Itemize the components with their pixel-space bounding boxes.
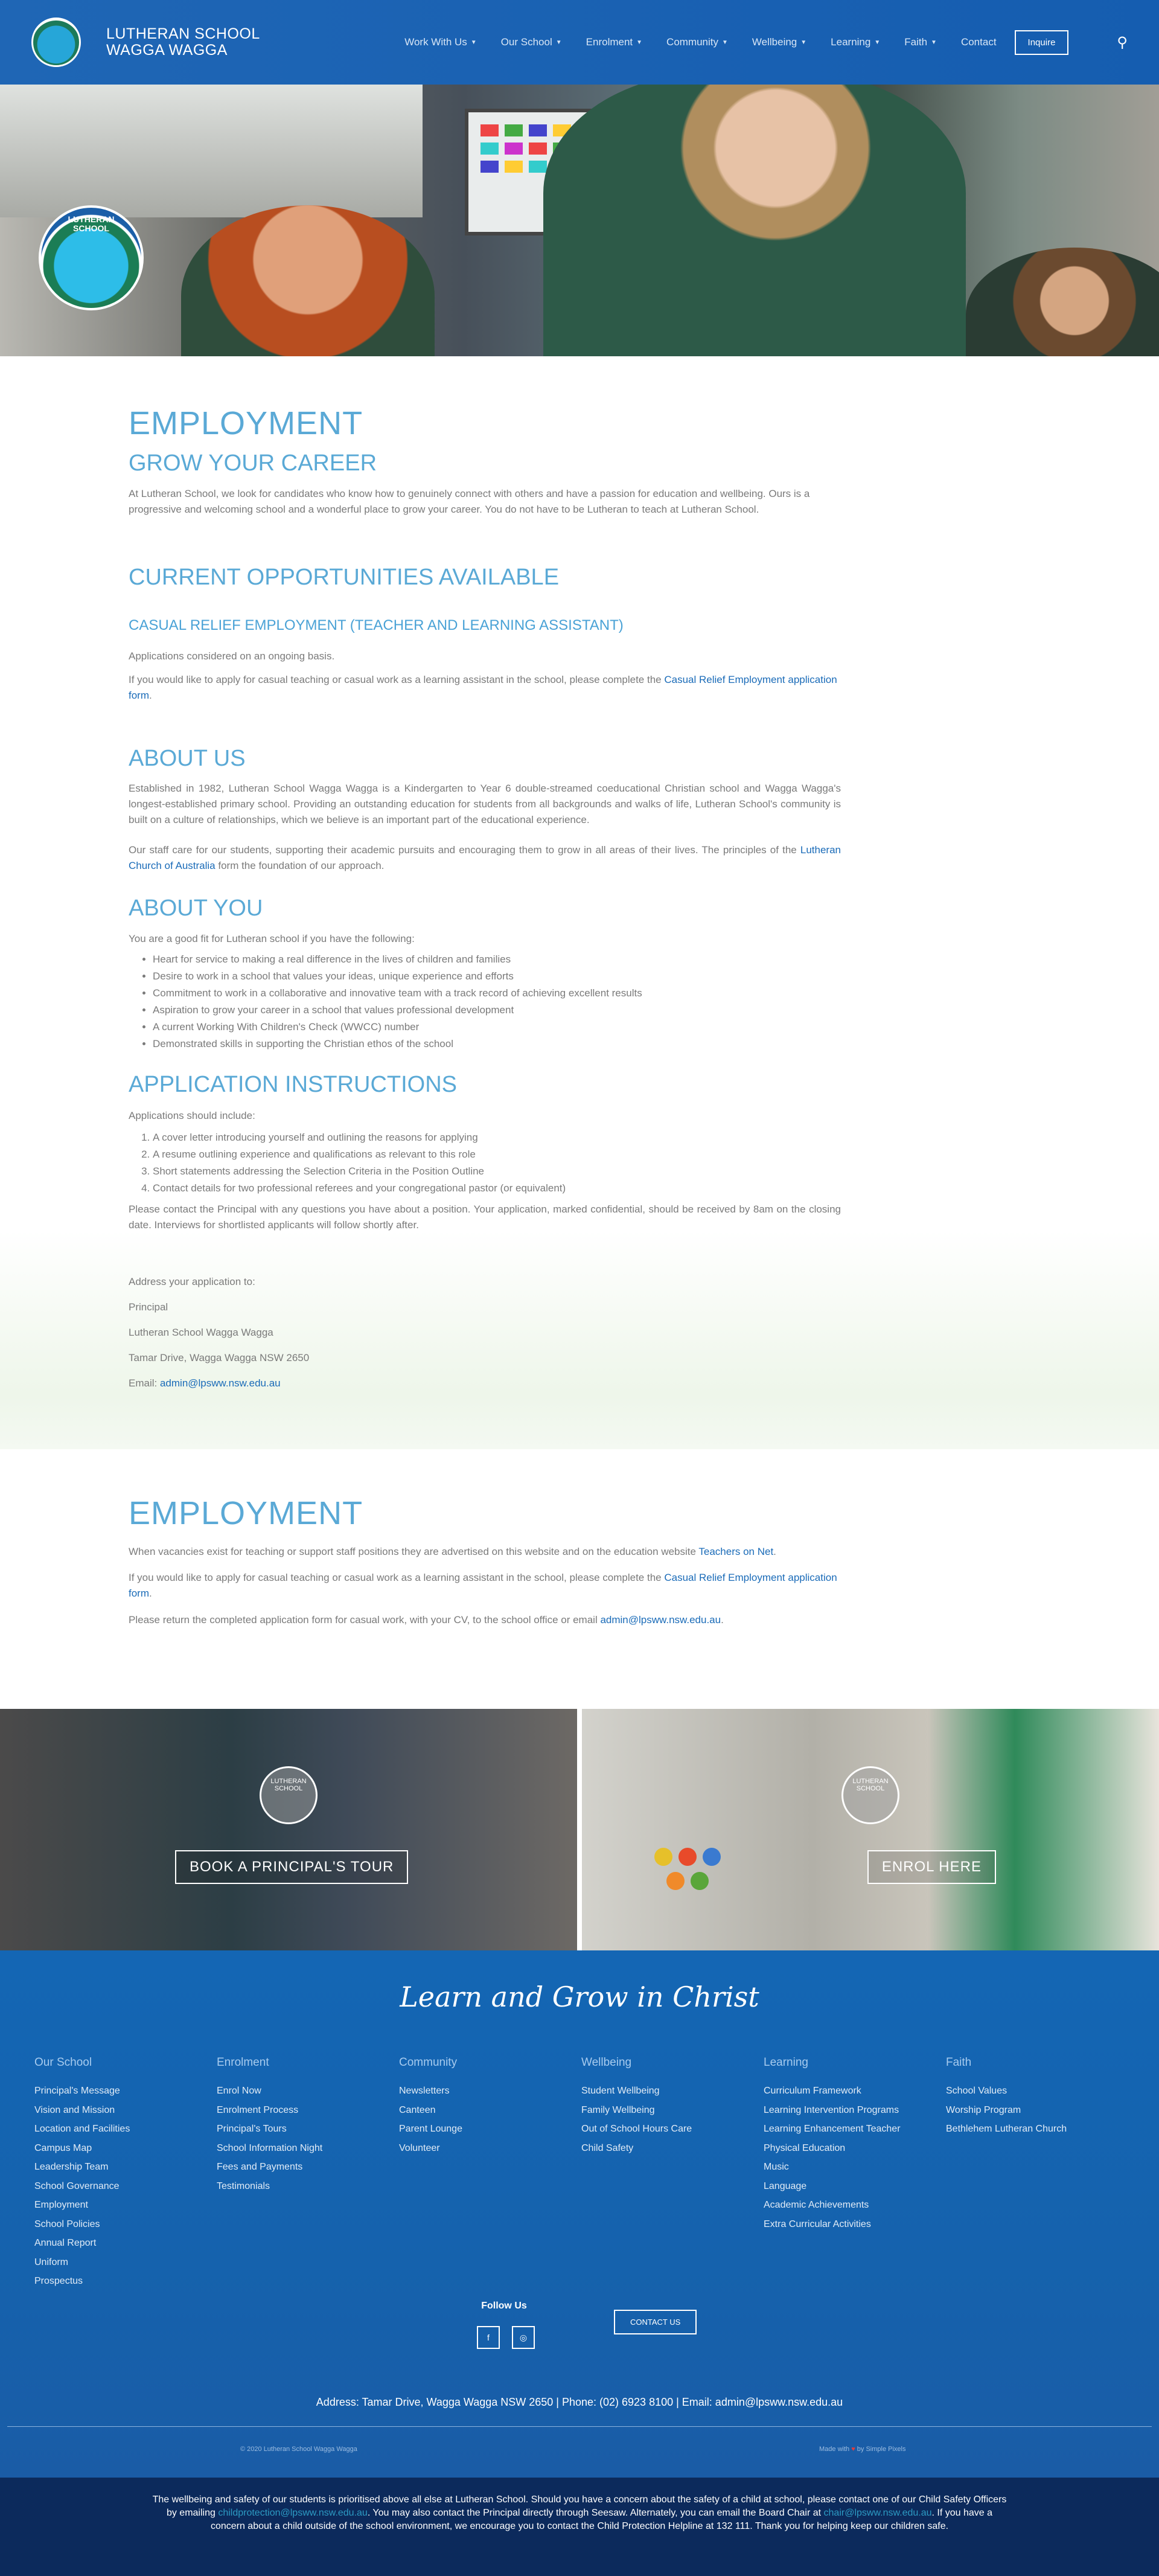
about-you-list-item: • Aspiration to grow your career in a school that values professional development: [153, 1002, 841, 1019]
about-you-list-item: • A current Working With Children's Check (WWCC) number: [153, 1019, 841, 1036]
employment-title-2: EMPLOYMENT: [129, 1495, 363, 1531]
footer-link-list: [399, 2081, 581, 2158]
vacancies-text-post: .: [773, 1546, 776, 1557]
site-footer: [0, 1950, 1159, 2478]
footer-link[interactable]: Employment: [34, 2200, 88, 2210]
return-form-text-post: .: [721, 1614, 724, 1626]
nav-item-label: Wellbeing: [752, 36, 797, 48]
made-with-credit[interactable]: [819, 2446, 906, 2453]
inquire-button[interactable]: Inquire: [1015, 30, 1069, 55]
instagram-icon[interactable]: ◎: [512, 2326, 535, 2349]
lutheran-church-link[interactable]: Lutheran Church of Australia: [129, 844, 841, 871]
hero-student-figure: [181, 205, 435, 356]
nav-item-label: Enrolment: [586, 36, 633, 48]
chevron-down-icon: ▼: [800, 39, 807, 46]
logo-line1: LUTHERAN SCHOOL: [106, 25, 260, 42]
email-label: Email:: [129, 1377, 160, 1389]
safety-text-1: The wellbeing and safety of our students is prioritised above all else at Lutheran School. Should you have a concern about the safety of a child at school, please contact one of our Child Safety Officers by emailing: [152, 2494, 1007, 2518]
casual-relief-heading: CASUAL RELIEF EMPLOYMENT (TEACHER AND LEARNING ASSISTANT): [129, 617, 624, 633]
about-us-text-2-pre: Our staff care for our students, supporting their academic pursuits and encouraging them to grow in all areas of their lives. The principles of the: [129, 844, 800, 856]
footer-link[interactable]: Physical Education: [764, 2142, 846, 2153]
footer-column-heading[interactable]: Enrolment: [217, 2056, 269, 2069]
footer-link[interactable]: Vision and Mission: [34, 2104, 115, 2115]
principal-tour-panel[interactable]: [0, 1709, 577, 1950]
facebook-icon[interactable]: f: [477, 2326, 500, 2349]
about-you-list-item: • Demonstrated skills in supporting the Christian ethos of the school: [153, 1036, 841, 1053]
child-safety-text: [151, 2493, 1008, 2576]
address-intro: Address your application to:: [129, 1276, 255, 1287]
vacancies-text-pre: When vacancies exist for teaching or support staff positions they are advertised on this website and on the education website: [129, 1546, 699, 1557]
footer-link[interactable]: Bethlehem Lutheran Church: [946, 2124, 1067, 2134]
page-title: EMPLOYMENT: [129, 405, 363, 441]
footer-link[interactable]: Principal's Message: [34, 2086, 120, 2096]
teachers-on-net-link[interactable]: Teachers on Net: [698, 1546, 774, 1557]
return-form-text-pre: Please return the completed application form for casual work, with your CV, to the school office or email: [129, 1614, 601, 1626]
site-logo[interactable]: [31, 18, 260, 67]
subtitle-grow-career: GROW YOUR CAREER: [129, 450, 377, 476]
chevron-down-icon: ▼: [874, 39, 881, 46]
paint-orange: [666, 1872, 685, 1890]
footer-link[interactable]: Enrolment Process: [217, 2104, 299, 2115]
chevron-down-icon: ▼: [555, 39, 562, 46]
footer-column-heading[interactable]: Learning: [764, 2056, 808, 2069]
application-heading: APPLICATION INSTRUCTIONS: [129, 1072, 458, 1097]
footer-link[interactable]: Location and Facilities: [34, 2124, 130, 2134]
footer-link[interactable]: Volunteer: [399, 2142, 440, 2153]
footer-link[interactable]: Worship Program: [946, 2104, 1021, 2115]
chevron-down-icon: ▼: [470, 39, 477, 46]
footer-column-heading[interactable]: Faith: [946, 2056, 972, 2069]
footer-column-wellbeing: [581, 2056, 764, 2291]
footer-address: Address: Tamar Drive, Wagga Wagga NSW 2650 | Phone: (02) 6923 8100 | Email: admin@lpsww.nsw.edu.au: [316, 2396, 843, 2408]
safety-text-3: . If you have a concern about a child outside of the school environment, we encourage you to contact the Child Protection Helpline at 132 111. Thank you for helping keep our children safe.: [210, 2508, 993, 2531]
admin-email-link-2[interactable]: admin@lpsww.nsw.edu.au: [600, 1614, 721, 1626]
footer-columns: [34, 2056, 1128, 2291]
footer-link[interactable]: Extra Curricular Activities: [764, 2219, 871, 2229]
copyright-text: © 2020 Lutheran School Wagga Wagga: [240, 2446, 357, 2453]
vacancies-text: [129, 1544, 841, 1560]
hero-student-figure: [966, 248, 1159, 356]
made-post: by Simple Pixels: [855, 2446, 906, 2453]
school-emblem-icon: LUTHERAN SCHOOL: [260, 1766, 318, 1824]
made-pre: Made with: [819, 2446, 852, 2453]
hero-image: [0, 85, 1159, 356]
school-emblem-icon: LUTHERAN SCHOOL: [841, 1766, 899, 1824]
footer-link[interactable]: Newsletters: [399, 2086, 450, 2096]
follow-us-label: Follow Us: [481, 2301, 527, 2311]
footer-link[interactable]: Parent Lounge: [399, 2124, 462, 2134]
nav-item-faith[interactable]: [892, 36, 949, 48]
logo-text: [106, 26, 260, 59]
nav-item-enrolment[interactable]: [574, 36, 654, 48]
footer-link[interactable]: Enrol Now: [217, 2086, 261, 2096]
school-logo-icon: [31, 18, 81, 67]
nav-item-label: Learning: [831, 36, 871, 48]
heart-icon: ♥: [851, 2446, 855, 2453]
employment-section: [0, 356, 1159, 1449]
application-list-item: 1. A cover letter introducing yourself and outlining the reasons for applying: [153, 1129, 841, 1146]
footer-link[interactable]: School Policies: [34, 2219, 100, 2229]
application-list-item: 2. A resume outlining experience and qualifications as relevant to this role: [153, 1146, 841, 1163]
employment-vacancies-section: [0, 1449, 1159, 1709]
nav-item-community[interactable]: [654, 36, 740, 48]
school-crest-badge: [39, 205, 144, 310]
chevron-down-icon: ▼: [722, 39, 728, 46]
about-us-text-1: Established in 1982, Lutheran School Wagga Wagga is a Kindergarten to Year 6 double-streamed coeducational Christian school and Wagga Wagga's longest-established primary school. Providing an outstanding education for students from all backgrounds and walks of life, Lutheran School's community is built on a culture of relationships, which we believe is an important part of the educational experience.: [129, 783, 841, 825]
footer-link[interactable]: Uniform: [34, 2257, 69, 2267]
footer-link[interactable]: Leadership Team: [34, 2162, 109, 2172]
footer-column-enrolment: [217, 2056, 399, 2291]
footer-link[interactable]: Curriculum Framework: [764, 2086, 861, 2096]
footer-column-heading[interactable]: Community: [399, 2056, 458, 2069]
footer-column-learning: [764, 2056, 946, 2291]
footer-column-heading[interactable]: Our School: [34, 2056, 92, 2069]
main-nav: [392, 36, 1008, 48]
enrol-here-button[interactable]: ENROL HERE: [867, 1850, 996, 1884]
footer-column-heading[interactable]: Wellbeing: [581, 2056, 632, 2069]
badge-line1: LUTHERAN: [68, 214, 115, 224]
cta-panels: [0, 1709, 1159, 1950]
badge-line2: SCHOOL: [73, 223, 109, 233]
paint-blue: [703, 1848, 721, 1866]
about-you-heading: ABOUT YOU: [129, 896, 263, 921]
footer-link[interactable]: School Values: [946, 2086, 1007, 2096]
footer-column-faith: [946, 2056, 1128, 2291]
casual-relief-form-link[interactable]: Casual Relief Employment application form: [129, 674, 837, 701]
footer-link[interactable]: Testimonials: [217, 2180, 270, 2191]
footer-divider: [7, 2426, 1152, 2427]
safety-text-2: . You may also contact the Principal directly through Seesaw. Alternately, you can email the Board Chair at: [367, 2508, 824, 2518]
casual-apply-text-pre: If you would like to apply for casual teaching or casual work as a learning assistant in the school, please complete the: [129, 1572, 665, 1583]
site-header: [0, 0, 1159, 85]
admin-email-link[interactable]: admin@lpsww.nsw.edu.au: [159, 1377, 281, 1389]
footer-link[interactable]: Language: [764, 2180, 807, 2191]
child-safety-notice: [0, 2478, 1159, 2576]
footer-link[interactable]: School Governance: [34, 2180, 120, 2191]
casual-text-2-post: .: [149, 690, 152, 701]
about-you-list-item: • Heart for service to making a real difference in the lives of children and families: [153, 951, 841, 968]
paint-yellow: [654, 1848, 672, 1866]
logo-line2: WAGGA WAGGA: [106, 42, 228, 59]
board-chair-email-link[interactable]: chair@lpsww.nsw.edu.au: [823, 2508, 932, 2518]
footer-link[interactable]: Music: [764, 2162, 789, 2172]
footer-link-list: [581, 2081, 764, 2158]
return-form-text: [129, 1612, 841, 1628]
footer-link-list: [34, 2081, 217, 2291]
footer-link[interactable]: Child Safety: [581, 2142, 634, 2153]
application-list: [129, 1129, 841, 1197]
casual-apply-text: [129, 1570, 841, 1601]
casual-text-1: Applications considered on an ongoing basis.: [129, 650, 335, 662]
paint-green: [691, 1872, 709, 1890]
chevron-down-icon: ▼: [636, 39, 643, 46]
intro-text: At Lutheran School, we look for candidates who know how to genuinely connect with others and have a passion for education and wellbeing. Ours is a progressive and welcoming school and a wonderful place to grow your career. You do not have to be Lutheran to teach at Lutheran School.: [129, 488, 810, 515]
about-you-list-item: • Commitment to work in a collaborative and innovative team with a track record of achieving excellent results: [153, 985, 841, 1002]
chevron-down-icon: ▼: [931, 39, 937, 46]
nav-item-wellbeing[interactable]: [740, 36, 819, 48]
search-icon[interactable]: ⚲: [1117, 34, 1128, 51]
footer-link[interactable]: School Information Night: [217, 2142, 323, 2153]
casual-relief-form-link-2[interactable]: Casual Relief Employment application form: [129, 1572, 837, 1599]
hero-window: [0, 85, 423, 217]
contact-us-button[interactable]: CONTACT US: [614, 2310, 697, 2334]
footer-tagline: Learn and Grow in Christ: [400, 1981, 759, 2013]
footer-link[interactable]: Campus Map: [34, 2142, 92, 2153]
address-line-2: Lutheran School Wagga Wagga: [129, 1327, 273, 1338]
paint-red: [678, 1848, 697, 1866]
footer-link[interactable]: Canteen: [399, 2104, 436, 2115]
social-links: [477, 2326, 535, 2349]
enrol-panel[interactable]: [582, 1709, 1159, 1950]
address-line-1: Principal: [129, 1301, 168, 1313]
application-intro: Applications should include:: [129, 1110, 255, 1121]
nav-item-label: Work With Us: [404, 36, 467, 48]
nav-item-label: Contact: [960, 36, 997, 48]
nav-item-label: Our School: [500, 36, 552, 48]
book-tour-button[interactable]: BOOK A PRINCIPAL'S TOUR: [175, 1850, 408, 1884]
application-list-item: 3. Short statements addressing the Selection Criteria in the Position Outline: [153, 1163, 841, 1180]
address-line-3: Tamar Drive, Wagga Wagga NSW 2650: [129, 1352, 310, 1363]
footer-link-list: [946, 2081, 1128, 2139]
footer-link[interactable]: Student Wellbeing: [581, 2086, 660, 2096]
footer-link-list: [217, 2081, 399, 2196]
footer-link[interactable]: Learning Intervention Programs: [764, 2104, 899, 2115]
about-us-text-2: [129, 842, 841, 874]
casual-apply-text-post: .: [149, 1588, 152, 1599]
footer-link[interactable]: Out of School Hours Care: [581, 2124, 692, 2134]
about-us-heading: ABOUT US: [129, 746, 246, 771]
about-us-text-2-post: form the foundation of our approach.: [215, 860, 385, 871]
nav-item-our-school[interactable]: [489, 36, 574, 48]
footer-link[interactable]: Learning Enhancement Teacher: [764, 2124, 901, 2134]
about-you-list: [129, 951, 841, 1053]
footer-link[interactable]: Annual Report: [34, 2238, 97, 2248]
footer-link-list: [764, 2081, 946, 2234]
nav-item-learning[interactable]: [819, 36, 892, 48]
footer-link[interactable]: Principal's Tours: [217, 2124, 287, 2134]
footer-link[interactable]: Fees and Payments: [217, 2162, 303, 2172]
footer-link[interactable]: Family Wellbeing: [581, 2104, 655, 2115]
casual-text-2: [129, 672, 841, 703]
casual-text-2-pre: If you would like to apply for casual teaching or casual work as a learning assistant in the school, please complete the: [129, 674, 665, 685]
footer-link[interactable]: Academic Achievements: [764, 2200, 869, 2210]
application-after: Please contact the Principal with any questions you have about a position. Your application, marked confidential, should be received by 8am on the closing date. Interviews for shortlisted applicants will follow shortly after.: [129, 1203, 841, 1231]
hero-teacher-figure: [543, 85, 966, 356]
footer-link[interactable]: Prospectus: [34, 2276, 83, 2286]
nav-item-work-with-us[interactable]: [392, 36, 488, 48]
child-protection-email-link[interactable]: childprotection@lpsww.nsw.edu.au: [218, 2508, 368, 2518]
footer-column-community: [399, 2056, 581, 2291]
nav-item-contact[interactable]: [949, 36, 1009, 48]
about-you-list-item: • Desire to work in a school that values your ideas, unique experience and efforts: [153, 968, 841, 985]
about-you-intro: You are a good fit for Lutheran school if you have the following:: [129, 933, 415, 944]
opportunities-heading: CURRENT OPPORTUNITIES AVAILABLE: [129, 565, 560, 590]
application-list-item: 4. Contact details for two professional referees and your congregational pastor (or equivalent): [153, 1180, 841, 1197]
nav-item-label: Faith: [904, 36, 928, 48]
nav-item-label: Community: [666, 36, 719, 48]
footer-column-our-school: [34, 2056, 217, 2291]
address-email: [129, 1376, 841, 1391]
